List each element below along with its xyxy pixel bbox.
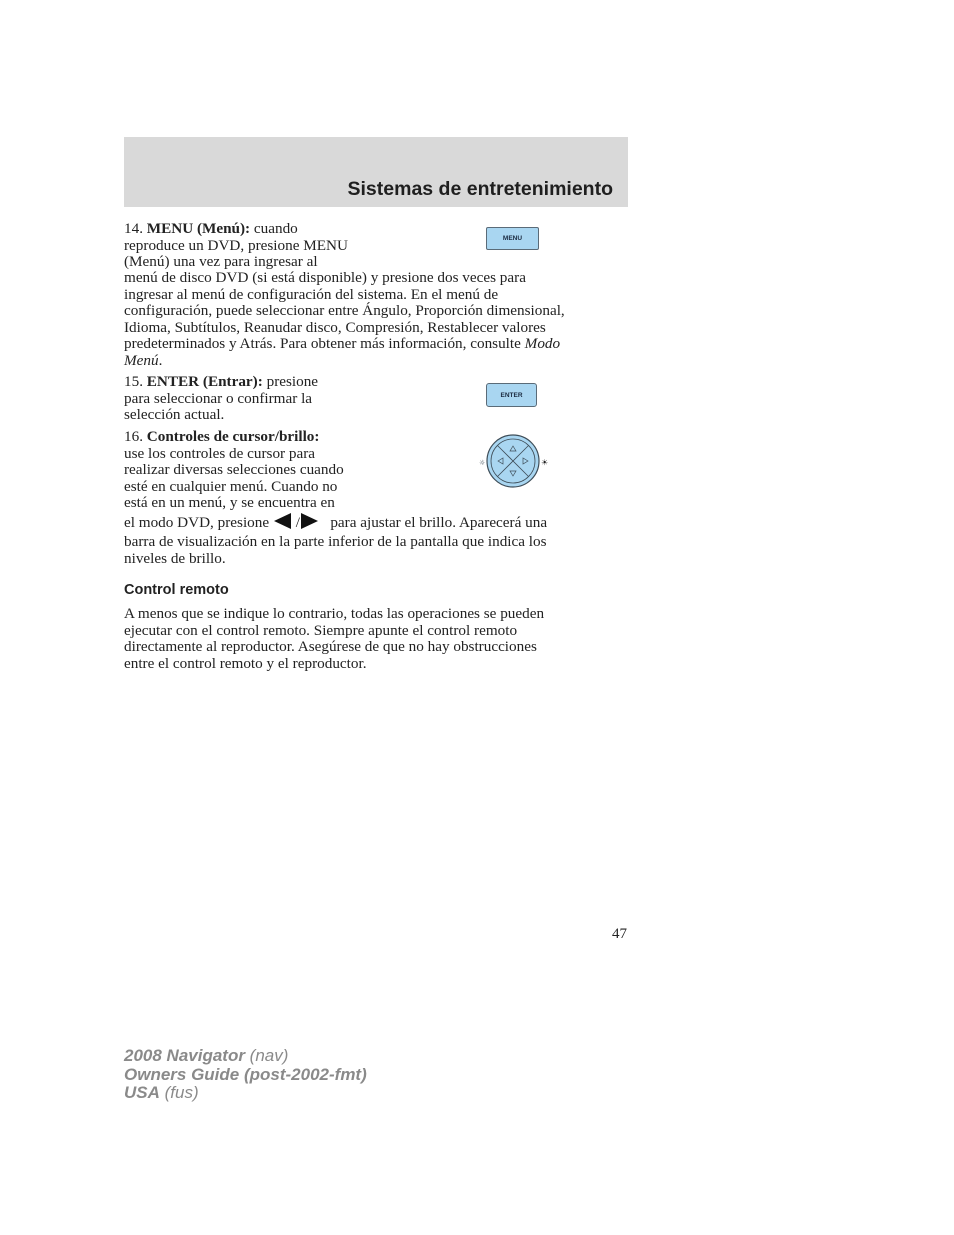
item-15-text: 15. ENTER (Entrar): presione para seleccionar o confirmar la selección actual.	[124, 373, 319, 423]
item-16-arrow-line: el modo DVD, presione / para ajustar el brillo. Aparecerá una	[124, 514, 548, 531]
document-footer: 2008 Navigator (nav) Owners Guide (post-2002-fmt) USA (fus)	[124, 1046, 367, 1102]
left-arrow-icon	[273, 513, 292, 529]
enter-button-icon: ENTER	[486, 383, 537, 407]
brightness-up-icon: ☀	[541, 458, 549, 467]
item-14-short-text: 14. MENU (Menú): cuando reproduce un DVD, presione MENU (Menú) una vez para ingresar al	[124, 220, 348, 270]
brightness-down-icon: ☼	[479, 459, 486, 467]
item-14-label: MENU (Menú):	[146, 220, 251, 237]
item-16-label: Controles de cursor/brillo:	[146, 428, 320, 445]
right-arrow-icon	[300, 513, 319, 529]
item-16-continued-text: barra de visualización en la parte inferior de la pantalla que indica los niveles de brillo.	[124, 533, 547, 567]
item-16-number: 16.	[124, 428, 143, 445]
menu-button-icon: MENU	[486, 227, 539, 250]
item-16-short-text: 16. Controles de cursor/brillo: use los controles de cursor para realizar diversas selecciones cuando esté en cualquier menú. Cuando no está en un menú, y se encuentra en	[124, 428, 344, 511]
page-number: 47	[612, 926, 627, 942]
item-15-label: ENTER (Entrar):	[146, 373, 263, 390]
item-14-full-text: menú de disco DVD (si está disponible) y presione dos veces para ingresar al menú de configuración del sistema. En el menú de configuración, puede seleccionar entre Ángulo, Proporción dimensional, Idioma, Subtítulos, Reanudar disco, Compresión, Restablecer valores predeterminados y Atrás. Para obtener más información, consulte Modo Menú.	[124, 269, 565, 369]
control-remoto-paragraph: A menos que se indique lo contrario, todas las operaciones se pueden ejecutar con el control remoto. Siempre apunte el control remoto directamente al reproductor. Asegúrese de que no hay obstrucciones entre el control remoto y el reproductor.	[124, 605, 545, 672]
item-14-number: 14.	[124, 220, 143, 237]
item-15-number: 15.	[124, 373, 143, 390]
cross-reference: Modo	[524, 335, 561, 352]
subheading-control-remoto: Control remoto	[124, 582, 229, 598]
section-header	[124, 137, 628, 207]
section-title: Sistemas de entretenimiento	[347, 178, 613, 200]
cursor-dpad-icon	[478, 432, 553, 492]
